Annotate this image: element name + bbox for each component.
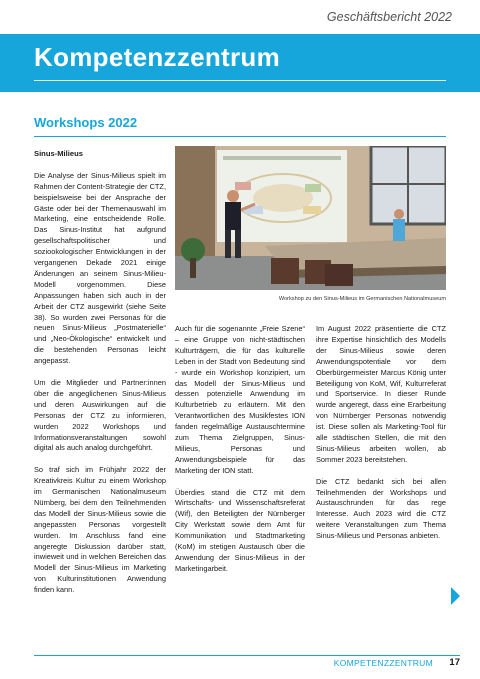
section-title: Workshops 2022 <box>34 115 138 130</box>
paragraph: Im August 2022 präsentierte die CTZ ihre Expertise hinsichtlich des Modells der Sinus-Milieus sowie deren Anwendungspotentiale vor dem Oberbürgermeister Marcus König unter Beteiligung von KoM, Wif, Kulturreferat und Sportservice. In dieser Runde wurde angeregt, dass eine Erarbeitung von Nürnberger Personas notwendig ist. Diese sollen als Marketing-Tool für alle städtischen Stellen, die mit den Sinus-Milieus arbeiten wollen, ab Sommer 2023 bereitstehen. <box>316 324 446 464</box>
paragraph: So traf sich im Frühjahr 2022 der Kreativkreis Kultur zu einem Workshop im Germanischen Nationalmuseum Nürnberg, bei dem den Teilnehmenden das Modell der Sinus-Milieus sowie die angepassten Personas vorgestellt wurden. Im Anschluss fand eine angeregte Diskussion darüber statt, inwieweit und in welchen Bereichen das Modell der Sinus-Milieus im Marketing von Kulturinstitutionen Anwendung finden kann. <box>34 465 166 595</box>
photo-caption: Workshop zu den Sinus-Milieus im Germanischen Nationalmuseum <box>278 296 446 302</box>
paragraph: Überdies stand die CTZ mit dem Wirtschafts- und Wissenschaftsreferat (Wif), den Beteiligten der Nürnberger City Werkstatt sowie dem Amt für Kommunikation und Stadtmarketing (KoM) im stetigen Austausch über die Anwendung der Sinus-Milieus in der Marketingarbeit. <box>175 487 305 573</box>
banner-divider <box>34 80 446 81</box>
chapter-title: Kompetenzzentrum <box>34 42 281 72</box>
footer-section-label: KOMPETENZZENTRUM <box>333 658 433 668</box>
workshop-photo-illustration <box>175 146 446 290</box>
text-column-3 <box>316 324 446 553</box>
footer-divider <box>34 655 460 656</box>
chapter-banner <box>0 34 480 92</box>
section-divider <box>34 136 446 137</box>
text-column-2 <box>175 324 305 586</box>
subheading: Sinus-Milieus <box>34 149 83 158</box>
next-page-arrow-icon[interactable] <box>451 587 460 605</box>
report-title <box>327 10 452 24</box>
report-year: 2022 <box>424 10 452 24</box>
paragraph: Um die Mitglieder und Partner:innen über die angeglichenen Sinus-Milieus und deren Auswirkungen auf die Personas der CTZ zu informieren, wurden 2022 Workshops und Informationsveranstaltungen sowohl digital als auch analog durchgeführt. <box>34 378 166 453</box>
report-title-text: Geschäftsbericht <box>326 10 421 24</box>
page-number: 17 <box>449 657 460 668</box>
workshop-photo <box>175 146 446 290</box>
paragraph: Die Analyse der Sinus-Milieus spielt im Rahmen der Content-Strategie der CTZ, beispielsweise bei der Ansprache der Gäste oder bei der Themenauswahl im Marketing, eine entscheidende Rolle. Das Sinus-Institut hat aufgrund gesellschaftspolitischer und soziookologischer Entwicklungen in der vergangenen Dekade 2021 einige Änderungen an seinem Sinus-Milieu-Modell vorgenommen. Diese Anpassungen haben sich auch in der Arbeit der CTZ ausgewirkt (siehe Seite 38). So wurden zwei Personas für die neuen Sinus-Milieus „Postmaterielle“ und „Neo-Ökologische“ entwickelt und die bestehenden Personas leicht angepasst. <box>34 170 166 366</box>
text-column-1 <box>34 149 166 607</box>
paragraph: Auch für die sogenannte „Freie Szene“ – eine Gruppe von nicht-städtischen Kulturträgern, die für das kulturelle Leben in der Stadt von Bedeutung sind - wurde ein Workshop konzipiert, um das Modell der Sinus-Milieus und dessen potenzielle Anwendung im Kulturbetrieb zu erläutern. Mit den Verantwortlichen des Musikfestes ION fanden regelmäßige Austauschtermine zum Thema Zielgruppen, Sinus-Milieus, Personas und Anwendungsbeispiele für das Marketing der ION statt. <box>175 324 305 475</box>
paragraph: Die CTZ bedankt sich bei allen Teilnehmenden der Workshops und Austauschrunden für das rege Interesse. Auch 2023 wird die CTZ weitere Veranstaltungen zum Thema Sinus-Milieus und Personas anbieten. <box>316 476 446 541</box>
